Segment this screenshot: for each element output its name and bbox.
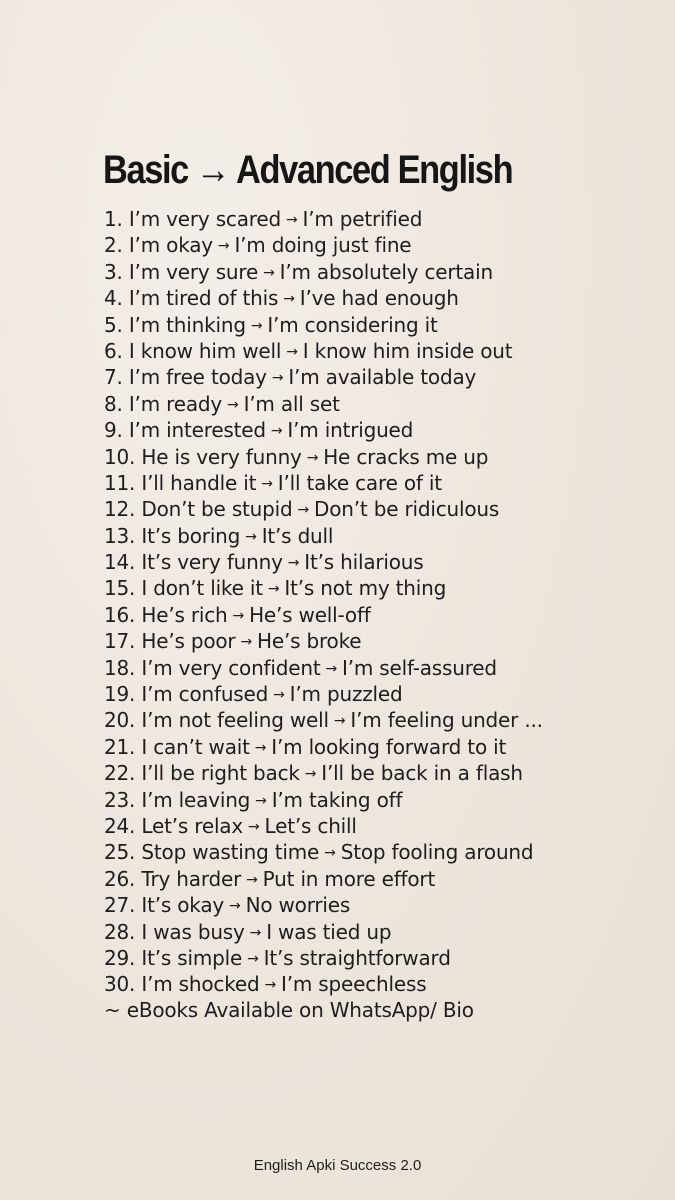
list-item <box>104 575 664 601</box>
list-item <box>104 417 664 443</box>
list-item <box>104 655 664 681</box>
list-item <box>104 707 664 733</box>
advanced-phrase: He cracks me up <box>323 444 489 469</box>
list-item <box>104 602 664 628</box>
item-number: 25. <box>104 840 136 865</box>
item-number: 30. <box>104 972 136 997</box>
advanced-phrase: It’s hilarious <box>304 550 424 575</box>
advanced-phrase: I’m self-assured <box>342 655 497 680</box>
advanced-phrase: I’m absolutely certain <box>279 259 493 284</box>
list-item <box>104 338 664 364</box>
advanced-phrase: I’ll be back in a flash <box>321 761 523 786</box>
basic-phrase: I’m confused <box>141 682 269 707</box>
advanced-phrase: I know him inside out <box>302 338 513 363</box>
arrow-right-icon: → <box>283 291 295 308</box>
arrow-right-icon: → <box>250 317 263 334</box>
arrow-right-icon: → <box>287 555 300 572</box>
arrow-right-icon: → <box>286 343 298 360</box>
arrow-right-icon: → <box>271 370 284 387</box>
arrow-right-icon: → <box>267 581 280 598</box>
basic-phrase: I can’t wait <box>141 734 250 759</box>
basic-phrase: Stop wasting time <box>141 840 320 865</box>
advanced-phrase: Put in more effort <box>262 866 436 891</box>
basic-phrase: I’m not feeling well <box>141 708 329 733</box>
list-item <box>104 839 664 865</box>
advanced-phrase: I’m feeling under ... <box>350 708 543 733</box>
arrow-right-icon: → <box>285 212 298 228</box>
basic-phrase: I’m very confident <box>141 655 321 680</box>
item-number: 13. <box>104 523 136 548</box>
item-number: 3. <box>104 259 123 284</box>
basic-phrase: It’s boring <box>141 523 241 548</box>
basic-phrase: I’ll be right back <box>141 761 300 786</box>
arrow-right-icon: → <box>264 977 277 994</box>
advanced-phrase: I’m taking off <box>271 787 403 812</box>
advanced-phrase: I’m petrified <box>302 207 423 231</box>
basic-phrase: It’s very funny <box>141 550 283 575</box>
item-number: 23. <box>104 787 136 812</box>
item-number: 15. <box>104 576 136 601</box>
list-item <box>104 892 664 918</box>
list-item <box>104 232 664 258</box>
advanced-phrase: I’m available today <box>288 365 477 390</box>
list-item <box>104 496 664 522</box>
list-item <box>104 259 664 285</box>
basic-phrase: He’s rich <box>141 602 228 627</box>
basic-phrase: I was busy <box>141 919 245 944</box>
arrow-right-icon: → <box>270 423 283 440</box>
item-number: 6. <box>104 338 123 363</box>
item-number: 2. <box>104 233 123 258</box>
arrow-right-icon: → <box>240 634 252 651</box>
advanced-phrase: I’ll take care of it <box>277 470 442 495</box>
item-number: 14. <box>104 550 136 575</box>
list-item <box>104 444 664 470</box>
item-number: 28. <box>104 919 136 944</box>
arrow-right-icon: → <box>304 766 317 783</box>
list-item <box>104 866 664 892</box>
basic-phrase: I’m free today <box>128 365 267 390</box>
advanced-phrase: Let’s chill <box>264 813 357 838</box>
advanced-phrase: I was tied up <box>266 919 392 944</box>
basic-phrase: I’m very scared <box>128 207 281 231</box>
advanced-phrase: He’s well-off <box>249 602 371 627</box>
advanced-phrase: I’m doing just fine <box>234 233 412 258</box>
item-number: 17. <box>104 629 136 654</box>
item-number: 16. <box>104 602 136 627</box>
list-item <box>104 470 664 496</box>
item-number: 26. <box>104 866 136 891</box>
phrase-list <box>104 206 664 998</box>
page-title: Basic → Advanced English <box>103 148 513 192</box>
arrow-right-icon: → <box>325 660 337 677</box>
basic-phrase: He’s poor <box>141 629 236 654</box>
arrow-right-icon: → <box>245 528 257 545</box>
list-item <box>104 312 664 338</box>
item-number: 24. <box>104 813 136 838</box>
list-item <box>104 391 664 417</box>
list-item <box>104 206 664 232</box>
item-number: 18. <box>104 655 136 680</box>
arrow-right-icon: → <box>249 924 262 941</box>
advanced-phrase: I’ve had enough <box>299 286 459 311</box>
basic-phrase: I don’t like it <box>141 576 263 601</box>
advanced-phrase: I’m looking forward to it <box>271 734 507 759</box>
list-item <box>104 919 664 945</box>
advanced-phrase: It’s straightforward <box>263 945 451 970</box>
basic-phrase: I’m interested <box>128 418 266 443</box>
arrow-right-icon: → <box>261 475 273 492</box>
list-item <box>104 681 664 707</box>
advanced-phrase: He’s broke <box>257 629 362 654</box>
item-number: 12. <box>104 497 136 522</box>
list-item <box>104 549 664 575</box>
advanced-phrase: I’m intrigued <box>287 418 414 443</box>
item-number: 19. <box>104 682 136 707</box>
advanced-phrase: I’m puzzled <box>289 682 403 707</box>
item-number: 21. <box>104 734 136 759</box>
basic-phrase: Don’t be stupid <box>141 497 293 522</box>
arrow-right-icon: → <box>324 845 336 862</box>
advanced-phrase: I’m speechless <box>281 972 427 997</box>
list-item <box>104 285 664 311</box>
basic-phrase: I’m very sure <box>128 259 259 284</box>
item-number: 20. <box>104 708 136 733</box>
ebooks-note: ~ eBooks Available on WhatsApp/ Bio <box>104 998 474 1022</box>
arrow-right-icon: → <box>232 607 245 624</box>
item-number: 11. <box>104 470 136 495</box>
basic-phrase: I’m tired of this <box>128 286 279 311</box>
advanced-phrase: No worries <box>245 893 351 918</box>
arrow-right-icon: → <box>263 264 275 281</box>
item-number: 5. <box>104 312 123 337</box>
advanced-phrase: I’m considering it <box>267 312 438 337</box>
arrow-right-icon: → <box>247 950 259 967</box>
list-item <box>104 813 664 839</box>
advanced-phrase: Stop fooling around <box>340 840 534 865</box>
footer-brand: English Apki Success 2.0 <box>253 1157 422 1174</box>
arrow-right-icon: → <box>217 238 230 255</box>
basic-phrase: I’m thinking <box>128 312 246 337</box>
list-item <box>104 628 664 654</box>
basic-phrase: I’ll handle it <box>141 470 257 495</box>
basic-phrase: He is very funny <box>141 444 302 469</box>
basic-phrase: I’m leaving <box>141 787 251 812</box>
item-number: 7. <box>104 365 123 390</box>
basic-phrase: I’m shocked <box>141 972 260 997</box>
item-number: 29. <box>104 945 136 970</box>
arrow-right-icon: → <box>254 739 267 756</box>
item-number: 27. <box>104 893 136 918</box>
arrow-right-icon: → <box>297 502 310 519</box>
arrow-right-icon: → <box>246 871 258 888</box>
advanced-phrase: It’s not my thing <box>284 576 447 601</box>
basic-phrase: It’s okay <box>141 893 225 918</box>
item-number: 9. <box>104 418 123 443</box>
item-number: 4. <box>104 286 123 311</box>
arrow-right-icon: → <box>273 687 285 704</box>
item-number: 10. <box>104 444 136 469</box>
basic-phrase: I’m ready <box>128 391 223 416</box>
basic-phrase: Try harder <box>141 866 242 891</box>
arrow-right-icon: → <box>227 396 239 413</box>
list-item <box>104 364 664 390</box>
list-item <box>104 523 664 549</box>
item-number: 22. <box>104 761 136 786</box>
list-item <box>104 787 664 813</box>
item-number: 8. <box>104 391 123 416</box>
list-item <box>104 971 664 997</box>
list-item <box>104 760 664 786</box>
arrow-right-icon: → <box>333 713 346 730</box>
arrow-right-icon: → <box>248 818 260 835</box>
arrow-right-icon: → <box>306 449 319 466</box>
basic-phrase: Let’s relax <box>141 813 243 838</box>
list-item <box>104 734 664 760</box>
advanced-phrase: It’s dull <box>261 523 334 548</box>
basic-phrase: I know him well <box>128 338 282 363</box>
advanced-phrase: I’m all set <box>243 391 340 416</box>
item-number: 1. <box>104 207 123 231</box>
advanced-phrase: Don’t be ridiculous <box>314 497 500 522</box>
basic-phrase: It’s simple <box>141 945 243 970</box>
arrow-right-icon: → <box>255 792 267 809</box>
basic-phrase: I’m okay <box>128 233 213 258</box>
list-item <box>104 945 664 971</box>
arrow-right-icon: → <box>229 898 241 915</box>
